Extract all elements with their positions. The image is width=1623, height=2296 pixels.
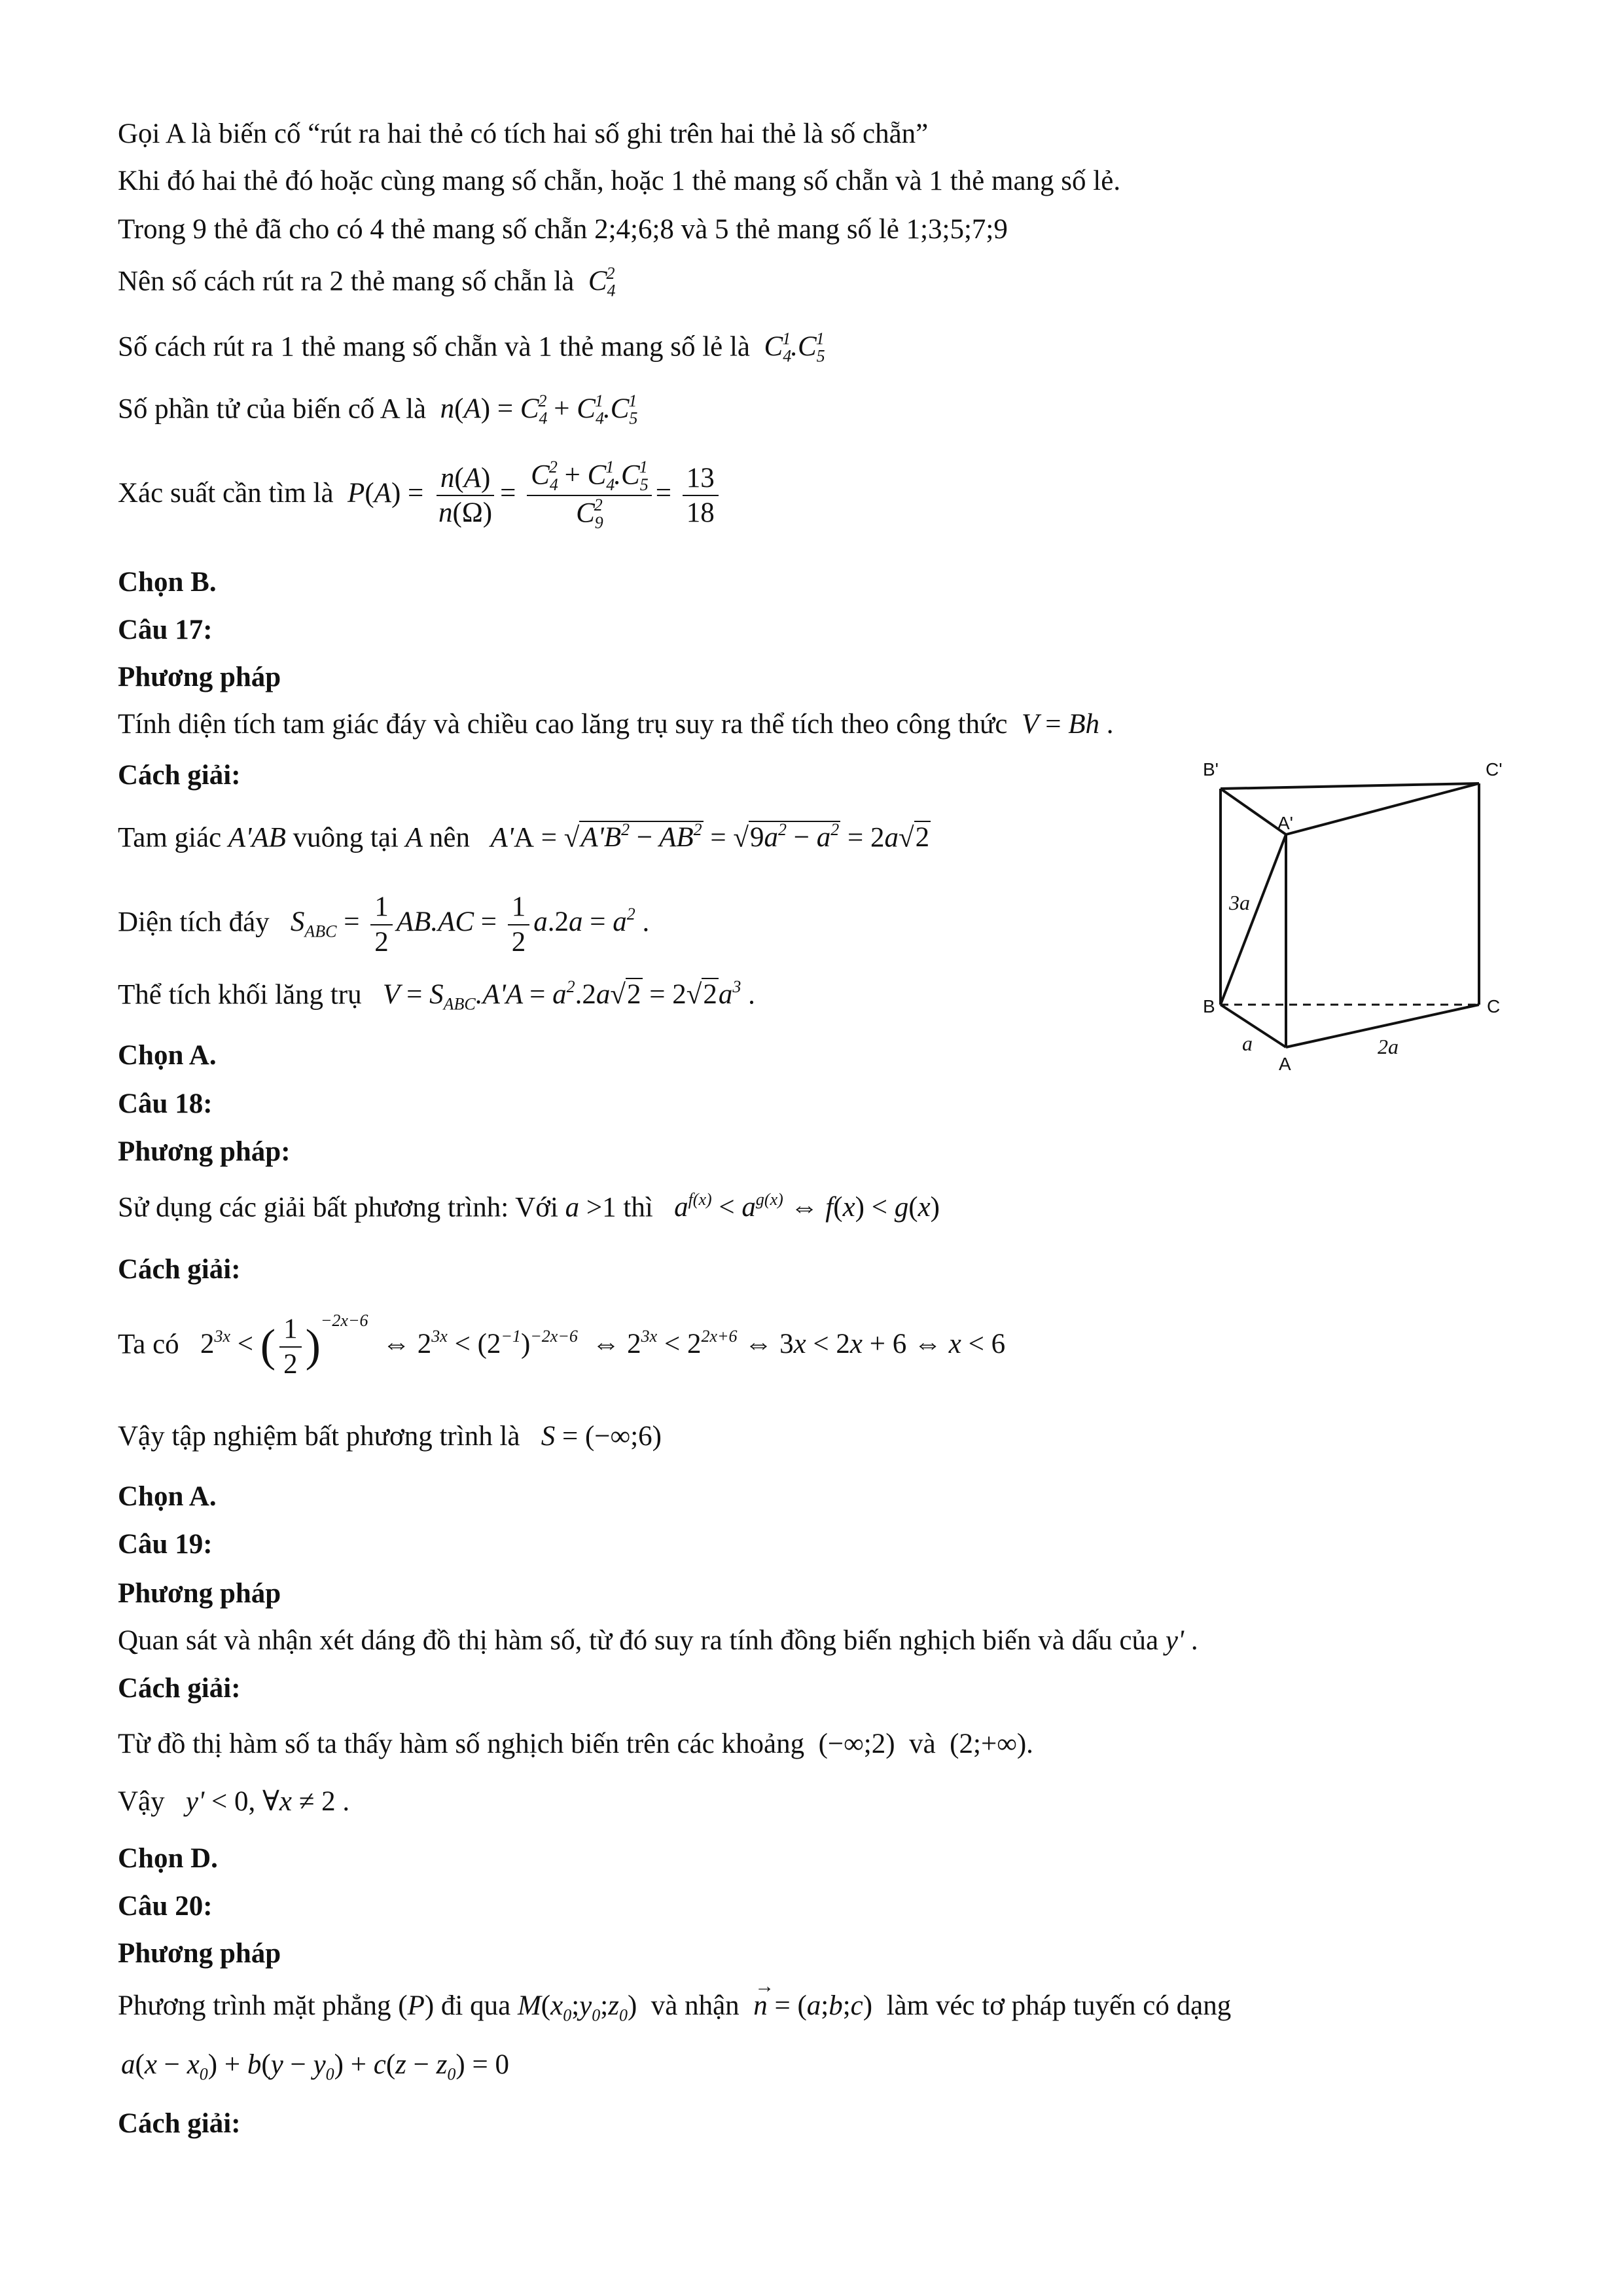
text-line: Khi đó hai thẻ đó hoặc cùng mang số chẵn, hoặc 1 thẻ mang số chẵn và 1 thẻ mang số lẻ. bbox=[118, 166, 1121, 196]
math-expression: $a^{f(x)} < a^{g(x)}$ ⇔ f(x) < g(x) bbox=[660, 1190, 940, 1223]
line-text: Quan sát và nhận xét dáng đồ thị hàm số, từ đó suy ra tính đồng biến nghịch biến và dấu của bbox=[118, 1625, 1159, 1656]
section-heading: Cách giải: bbox=[118, 1254, 241, 1285]
math-expression: n → = (a;b;c) bbox=[753, 1975, 873, 2021]
line-text: Tam giác bbox=[118, 822, 222, 853]
label-b: B bbox=[1203, 996, 1215, 1016]
math-expression: $S_{ABC}$ = $\frac{1}{2}$ AB.AC = $\frac{1}{2}$ $a.2a = a^2$ bbox=[276, 891, 635, 958]
label-a: A bbox=[1279, 1054, 1291, 1074]
text-line bbox=[118, 1312, 1005, 1381]
line-text: và nhận bbox=[651, 1990, 740, 2021]
math-expression: $V = S_{ABC}.A'A = a^2.2a√2 = 2√2a^3$ bbox=[368, 977, 741, 1014]
text-line bbox=[118, 821, 931, 854]
line-text: Tính diện tích tam giác đáy và chiều cao lăng trụ suy ra thể tích theo công thức bbox=[118, 709, 1008, 740]
line-text: Vậy tập nghiệm bất phương trình là bbox=[118, 1421, 520, 1452]
answer-label: Chọn A. bbox=[118, 1481, 217, 1512]
section-heading: Cách giải: bbox=[118, 2108, 241, 2139]
text-line bbox=[118, 1975, 1232, 2025]
line-text: Từ đồ thị hàm số ta thấy hàm số nghịch biến trên các khoảng bbox=[118, 1729, 805, 1759]
line-text: >1 thì bbox=[586, 1192, 653, 1223]
math-expression: $n(A) = C_4^2 + C_4^1.C_5^1$ bbox=[433, 391, 638, 428]
section-heading: Phương pháp bbox=[118, 1578, 281, 1609]
math-expression: $a(x - x_0) + b(y - y_0) + c(z - z_0) = 0$ bbox=[121, 2049, 509, 2084]
answer-label: Chọn A. bbox=[118, 1040, 217, 1071]
math-expression: S = (−∞;6) bbox=[527, 1421, 662, 1452]
edge-b-a bbox=[1221, 1005, 1286, 1047]
math-expression: $M(x_0;y_0;z_0)$ bbox=[517, 1990, 637, 2025]
line-text: Số cách rút ra 1 thẻ mang số chẵn và 1 thẻ mang số lẻ là bbox=[118, 331, 751, 363]
line-text: Nên số cách rút ra 2 thẻ mang số chẵn là bbox=[118, 266, 575, 297]
section-heading: Cách giải: bbox=[118, 760, 241, 791]
text-line bbox=[118, 393, 637, 429]
text-line: Gọi A là biến cố “rút ra hai thẻ có tích hai số ghi trên hai thẻ là số chẵn” bbox=[118, 118, 929, 149]
text-line bbox=[118, 331, 825, 367]
math-expression: y' bbox=[1165, 1625, 1191, 1656]
line-text: Vậy bbox=[118, 1786, 165, 1817]
section-heading: Cách giải: bbox=[118, 1673, 241, 1704]
line-text: và bbox=[909, 1729, 936, 1759]
math-expression: y' < 0, ∀x ≠ 2 bbox=[171, 1786, 336, 1817]
line-text: Sử dụng các giải bất phương trình: Với bbox=[118, 1192, 558, 1223]
line-text: Phương trình mặt phẳng ( bbox=[118, 1990, 408, 2021]
text-line: Tính diện tích tam giác đáy và chiều cao lăng trụ suy ra thể tích theo công thức V = Bh . bbox=[118, 709, 1114, 740]
label-c: C bbox=[1487, 996, 1501, 1016]
label-length-3a: 3a bbox=[1229, 891, 1250, 914]
section-heading: Phương pháp bbox=[118, 662, 281, 692]
label-length-a: a bbox=[1242, 1031, 1253, 1055]
math-expression: P bbox=[407, 1990, 425, 2021]
section-heading: Phương pháp: bbox=[118, 1136, 291, 1167]
line-text: Ta có bbox=[118, 1329, 179, 1360]
question-heading: Câu 17: bbox=[118, 615, 213, 645]
math-expression: a bbox=[565, 1192, 586, 1223]
answer-label: Chọn B. bbox=[118, 567, 217, 598]
line-text: ) đi qua bbox=[424, 1990, 511, 2021]
text-line: Từ đồ thị hàm số ta thấy hàm số nghịch biến trên các khoảng (−∞;2) và (2;+∞). bbox=[118, 1729, 1033, 1759]
text-line bbox=[118, 265, 615, 301]
question-heading: Câu 20: bbox=[118, 1891, 213, 1922]
section-heading: Phương pháp bbox=[118, 1938, 281, 1969]
question-heading: Câu 18: bbox=[118, 1088, 213, 1119]
question-heading: Câu 19: bbox=[118, 1529, 213, 1560]
math-expression: A bbox=[405, 822, 429, 853]
math-line bbox=[121, 2049, 509, 2084]
math-expression: (−∞;2) bbox=[811, 1729, 910, 1759]
math-expression: (2;+∞) bbox=[942, 1729, 1027, 1759]
label-a-prime: A' bbox=[1277, 813, 1294, 833]
math-expression: $2^{3x}$ < ( $\frac{1}{2}$ )$^{-2x-6}$ ⇔ $2^{3x} < (2^{-1})^{-2x-6}$ ⇔ $2^{3x} < 2^{2x+6}$ ⇔ 3x < 2x + 6 ⇔ x < 6 bbox=[200, 1311, 1006, 1380]
text-line: Trong 9 thẻ đã cho có 4 thẻ mang số chẵn 2;4;6;8 và 5 thẻ mang số lẻ 1;3;5;7;9 bbox=[118, 214, 1008, 245]
line-text: nên bbox=[429, 822, 470, 853]
line-text: Số phần tử của biến cố A là bbox=[118, 393, 427, 425]
line-text: vuông tại bbox=[293, 822, 399, 853]
label-length-2a: 2a bbox=[1378, 1035, 1399, 1058]
math-expression: V = Bh bbox=[1014, 709, 1099, 740]
math-expression: A'AB bbox=[228, 822, 293, 853]
label-b-prime: B' bbox=[1203, 759, 1219, 780]
edge-bprime-cprime bbox=[1221, 783, 1479, 789]
edge-b-aprime bbox=[1221, 834, 1286, 1005]
line-text: Thể tích khối lăng trụ bbox=[118, 979, 362, 1011]
text-line bbox=[118, 1191, 940, 1224]
prism-figure bbox=[1198, 756, 1512, 1096]
text-line bbox=[118, 458, 722, 533]
math-expression: $C_4^1.C_5^1$ bbox=[757, 329, 825, 366]
text-line bbox=[118, 1420, 662, 1452]
edge-aprime-cprime bbox=[1286, 783, 1479, 834]
label-c-prime: C' bbox=[1486, 759, 1503, 780]
text-line: Diện tích đáy $S_{ABC}$ = $\frac{1}{2}$ AB.AC = $\frac{1}{2}$ $a.2a = a^2$ . bbox=[118, 891, 650, 958]
line-text: Diện tích đáy bbox=[118, 906, 270, 938]
line-text: làm véc tơ pháp tuyến có dạng bbox=[886, 1990, 1232, 2021]
text-line: Vậy y' < 0, ∀x ≠ 2 . bbox=[118, 1786, 350, 1817]
line-text: Xác suất cần tìm là bbox=[118, 477, 334, 509]
math-expression: $C_4^2$ bbox=[581, 264, 616, 300]
text-line: Quan sát và nhận xét dáng đồ thị hàm số, từ đó suy ra tính đồng biến nghịch biến và dấu của y' . bbox=[118, 1625, 1198, 1656]
text-line: Thể tích khối lăng trụ $V = S_{ABC}.A'A = a^2.2a√2 = 2√2a^3$ . bbox=[118, 977, 755, 1014]
edge-bprime-aprime bbox=[1221, 789, 1286, 834]
math-expression: P(A) = $\frac{n(A)}{n(\Omega)}$ = $\frac{C_4^2 + C_4^1.C_5^1}{C_9^2}$ = $\frac{13}{18}$ bbox=[340, 478, 722, 509]
answer-label: Chọn D. bbox=[118, 1843, 218, 1874]
math-expression: $A'A = √A'B^2 - AB^2 = √9a^2 - a^2 = 2a√2$ bbox=[476, 820, 930, 853]
